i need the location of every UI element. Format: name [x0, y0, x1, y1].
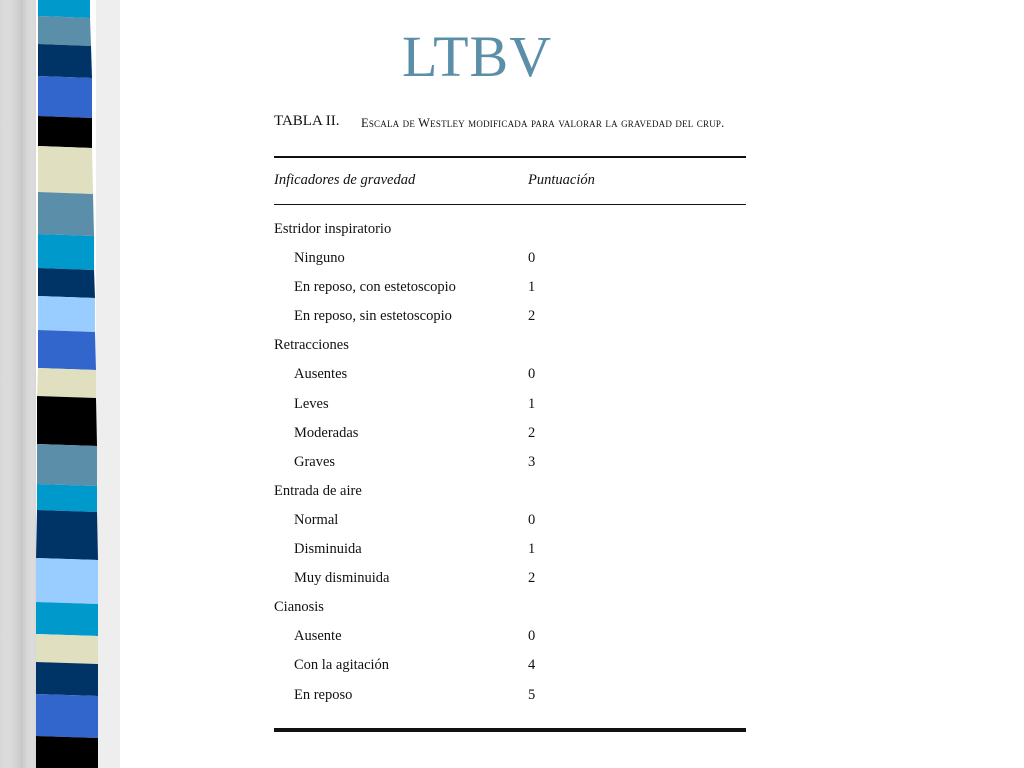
item-score: 0: [528, 250, 536, 267]
stripe-segments: [36, 0, 98, 768]
table-row: [274, 683, 746, 712]
table-row: [274, 392, 746, 421]
table-row: [274, 421, 746, 450]
group-label: Cianosis: [274, 599, 324, 616]
group-label: Retracciones: [274, 337, 349, 354]
group-label: Estridor inspiratorio: [274, 221, 392, 237]
group-row: [274, 217, 746, 246]
item-label: En reposo, sin estetoscopio: [294, 308, 452, 325]
item-label: Graves: [294, 453, 336, 470]
item-label: Disminuida: [294, 541, 362, 558]
item-score: 1: [528, 541, 536, 558]
item-score: 4: [528, 657, 536, 674]
group-row: [274, 595, 746, 624]
group-row: [274, 333, 746, 362]
table-row: [274, 624, 746, 653]
item-score: 2: [528, 570, 536, 587]
table-row: [274, 275, 746, 304]
item-score: 2: [528, 308, 536, 325]
header-score: Puntuación: [528, 172, 595, 188]
item-label: Ausente: [294, 628, 342, 645]
table-row: [274, 450, 746, 479]
table-row: [274, 246, 746, 275]
table-label: TABLA II.: [274, 113, 340, 129]
table-row: [274, 508, 746, 537]
item-score: 0: [528, 366, 536, 383]
item-score: 3: [528, 453, 536, 470]
table-bottom-rule: [274, 728, 746, 732]
table-row: [274, 362, 746, 391]
slide-title: LTBV: [402, 24, 553, 89]
table-caption-text: Escala de Westley modificada para valorar la gravedad del crup.: [361, 116, 725, 130]
item-label: Normal: [294, 511, 339, 528]
group-label: Entrada de aire: [274, 482, 362, 499]
decorative-stripe-bar: [0, 0, 120, 768]
stripe-bar-graphic: [0, 0, 120, 768]
table-header-row: [274, 158, 746, 204]
westley-table: [274, 108, 746, 732]
item-score: 1: [528, 279, 536, 296]
item-label: Muy disminuida: [294, 570, 390, 587]
group-row: [274, 479, 746, 508]
item-score: 0: [528, 628, 536, 645]
item-label: Ausentes: [294, 366, 348, 383]
item-label: Ninguno: [294, 250, 345, 267]
table-body: [274, 205, 746, 712]
item-score: 5: [528, 686, 536, 703]
item-score: 2: [528, 424, 536, 441]
table-row: [274, 653, 746, 682]
table-row: [274, 304, 746, 333]
item-score: 0: [528, 511, 536, 528]
item-label: Con la agitación: [294, 657, 390, 674]
table-row: [274, 566, 746, 595]
item-label: Leves: [294, 395, 329, 412]
table-caption: [274, 108, 746, 156]
item-label: En reposo: [294, 686, 353, 703]
item-score: 1: [528, 395, 536, 412]
header-indicator: Inficadores de gravedad: [274, 172, 416, 188]
table-row: [274, 537, 746, 566]
item-label: En reposo, con estetoscopio: [294, 279, 456, 296]
item-label: Moderadas: [294, 424, 359, 441]
